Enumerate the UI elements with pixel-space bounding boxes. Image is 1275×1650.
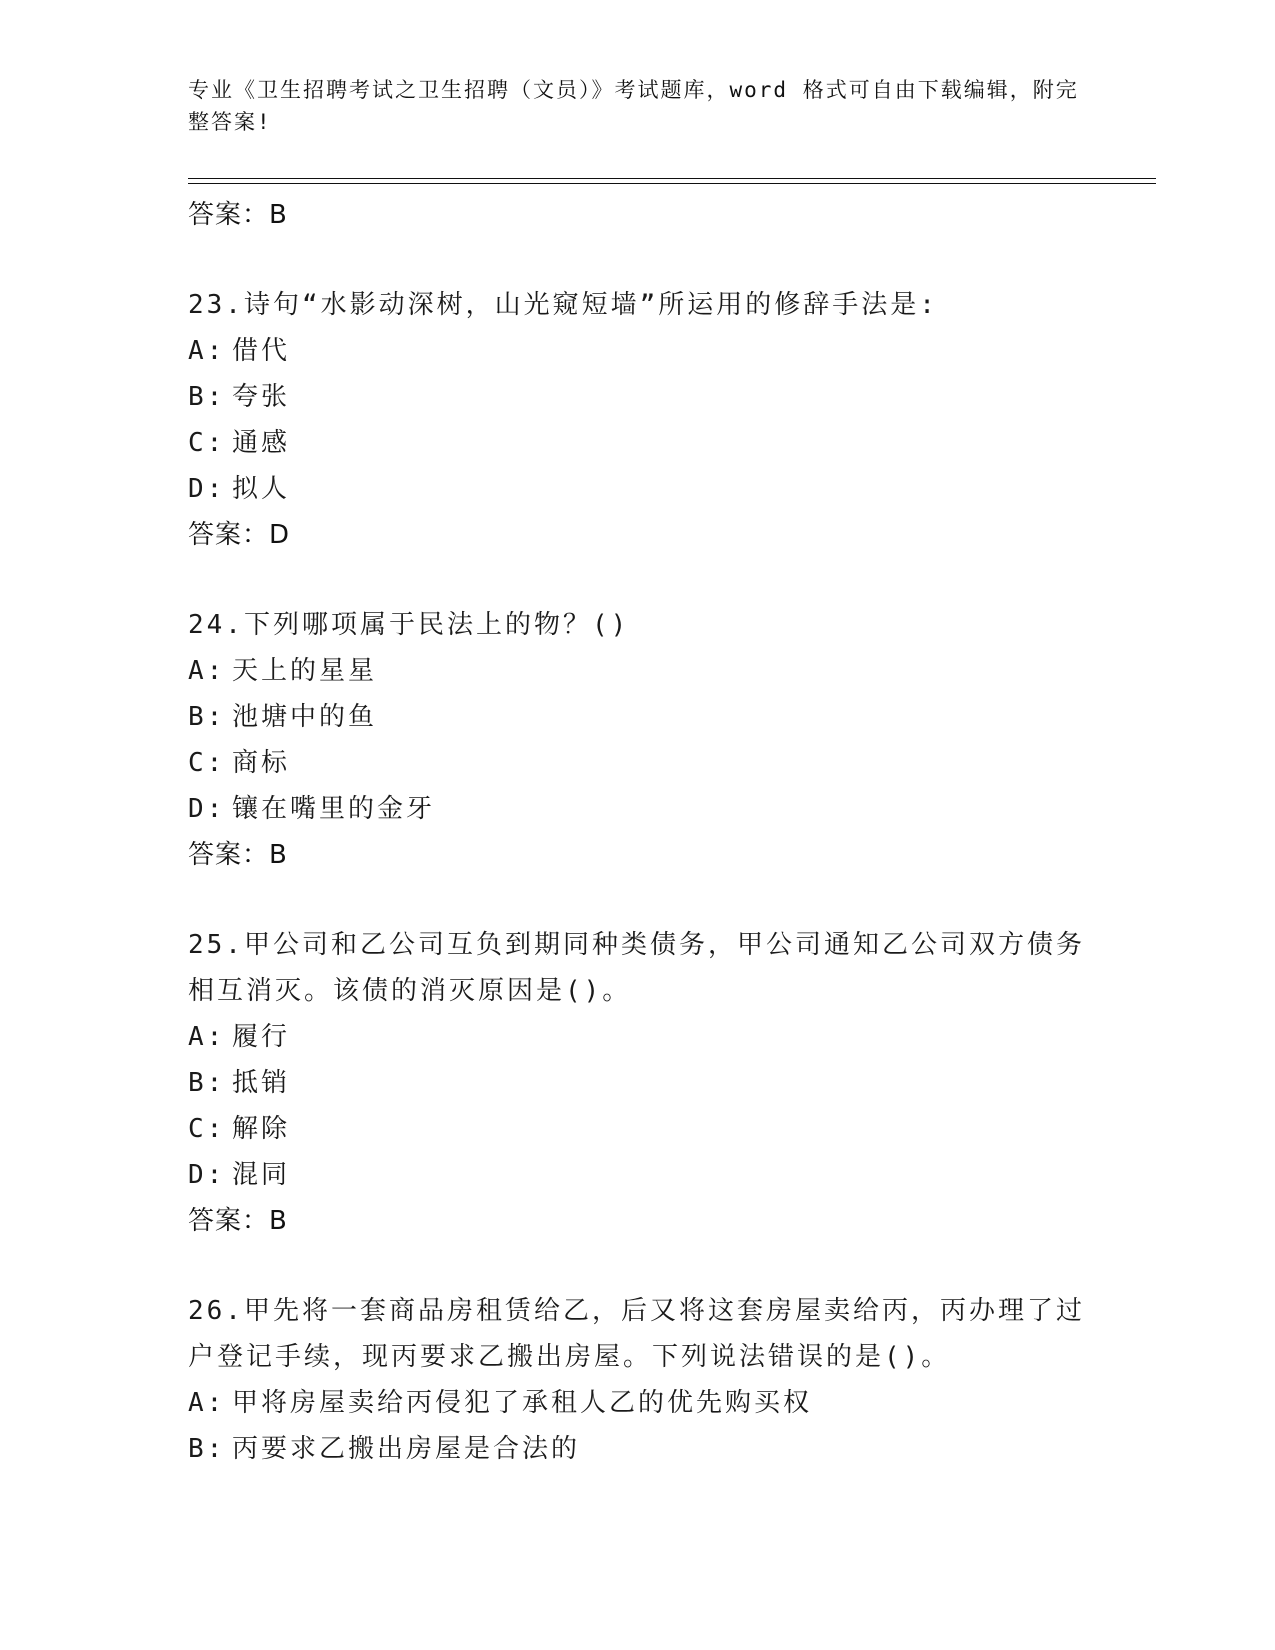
option-text: 商标 (232, 748, 291, 778)
option-text: 天上的星星 (232, 656, 378, 686)
answer-line: 答案：D (188, 520, 291, 550)
document-header: 专业《卫生招聘考试之卫生招聘（文员）》考试题库，word 格式可自由下载编辑，附完整答案! (188, 78, 1079, 134)
option-d (188, 1152, 1088, 1198)
option-text: 解除 (232, 1114, 291, 1144)
option-text: 丙要求乙搬出房屋是合法的 (232, 1434, 581, 1464)
option-text: 混同 (232, 1160, 291, 1190)
question-stem: 24.下列哪项属于民法上的物？() (188, 610, 630, 640)
option-c (188, 1106, 1088, 1152)
option-a (188, 648, 1088, 694)
option-b (188, 1060, 1088, 1106)
question-stem: 25.甲公司和乙公司互负到期同种类债务，甲公司通知乙公司双方债务相互消灭。该债的消灭原因是()。 (188, 930, 1085, 1006)
option-text: 拟人 (232, 474, 291, 504)
option-text: 甲将房屋卖给丙侵犯了承租人乙的优先购买权 (232, 1388, 813, 1418)
spacer (188, 878, 1088, 922)
answer-line: 答案：B (188, 840, 288, 870)
option-letter: B: (188, 702, 226, 732)
question-list (188, 192, 1088, 1472)
option-letter: A: (188, 336, 226, 366)
option-letter: A: (188, 1388, 226, 1418)
option-a (188, 1014, 1088, 1060)
option-letter: C: (188, 748, 226, 778)
option-text: 镶在嘴里的金牙 (232, 794, 436, 824)
option-c (188, 420, 1088, 466)
option-letter: B: (188, 382, 226, 412)
option-c (188, 740, 1088, 786)
question-block-24 (188, 602, 1088, 878)
option-a (188, 1380, 1088, 1426)
header-divider-top (188, 178, 1156, 179)
option-letter: A: (188, 1022, 226, 1052)
answer-line: 答案：B (188, 1206, 288, 1236)
question-block-25 (188, 922, 1088, 1244)
option-letter: D: (188, 794, 226, 824)
header-divider-bottom (188, 183, 1156, 184)
option-letter: C: (188, 428, 226, 458)
option-b (188, 694, 1088, 740)
option-text: 借代 (232, 336, 291, 366)
option-letter: D: (188, 1160, 226, 1190)
question-block-23 (188, 282, 1088, 558)
spacer (188, 1244, 1088, 1288)
option-b (188, 1426, 1088, 1472)
option-text: 池塘中的鱼 (232, 702, 378, 732)
question-stem: 26.甲先将一套商品房租赁给乙，后又将这套房屋卖给丙，丙办理了过户登记手续，现丙要求乙搬出房屋。下列说法错误的是()。 (188, 1296, 1085, 1372)
option-d (188, 466, 1088, 512)
option-d (188, 786, 1088, 832)
option-letter: C: (188, 1114, 226, 1144)
question-stem: 23.诗句“水影动深树，山光窥短墙”所运用的修辞手法是: (188, 290, 938, 320)
option-letter: D: (188, 474, 226, 504)
option-letter: B: (188, 1068, 226, 1098)
option-letter: A: (188, 656, 226, 686)
option-a (188, 328, 1088, 374)
option-text: 抵销 (232, 1068, 291, 1098)
option-text: 通感 (232, 428, 291, 458)
spacer (188, 558, 1088, 602)
question-block-26 (188, 1288, 1088, 1472)
option-letter: B: (188, 1434, 226, 1464)
option-b (188, 374, 1088, 420)
option-text: 履行 (232, 1022, 291, 1052)
answer-line: 答案：B (188, 200, 288, 230)
spacer (188, 238, 1088, 282)
option-text: 夸张 (232, 382, 291, 412)
